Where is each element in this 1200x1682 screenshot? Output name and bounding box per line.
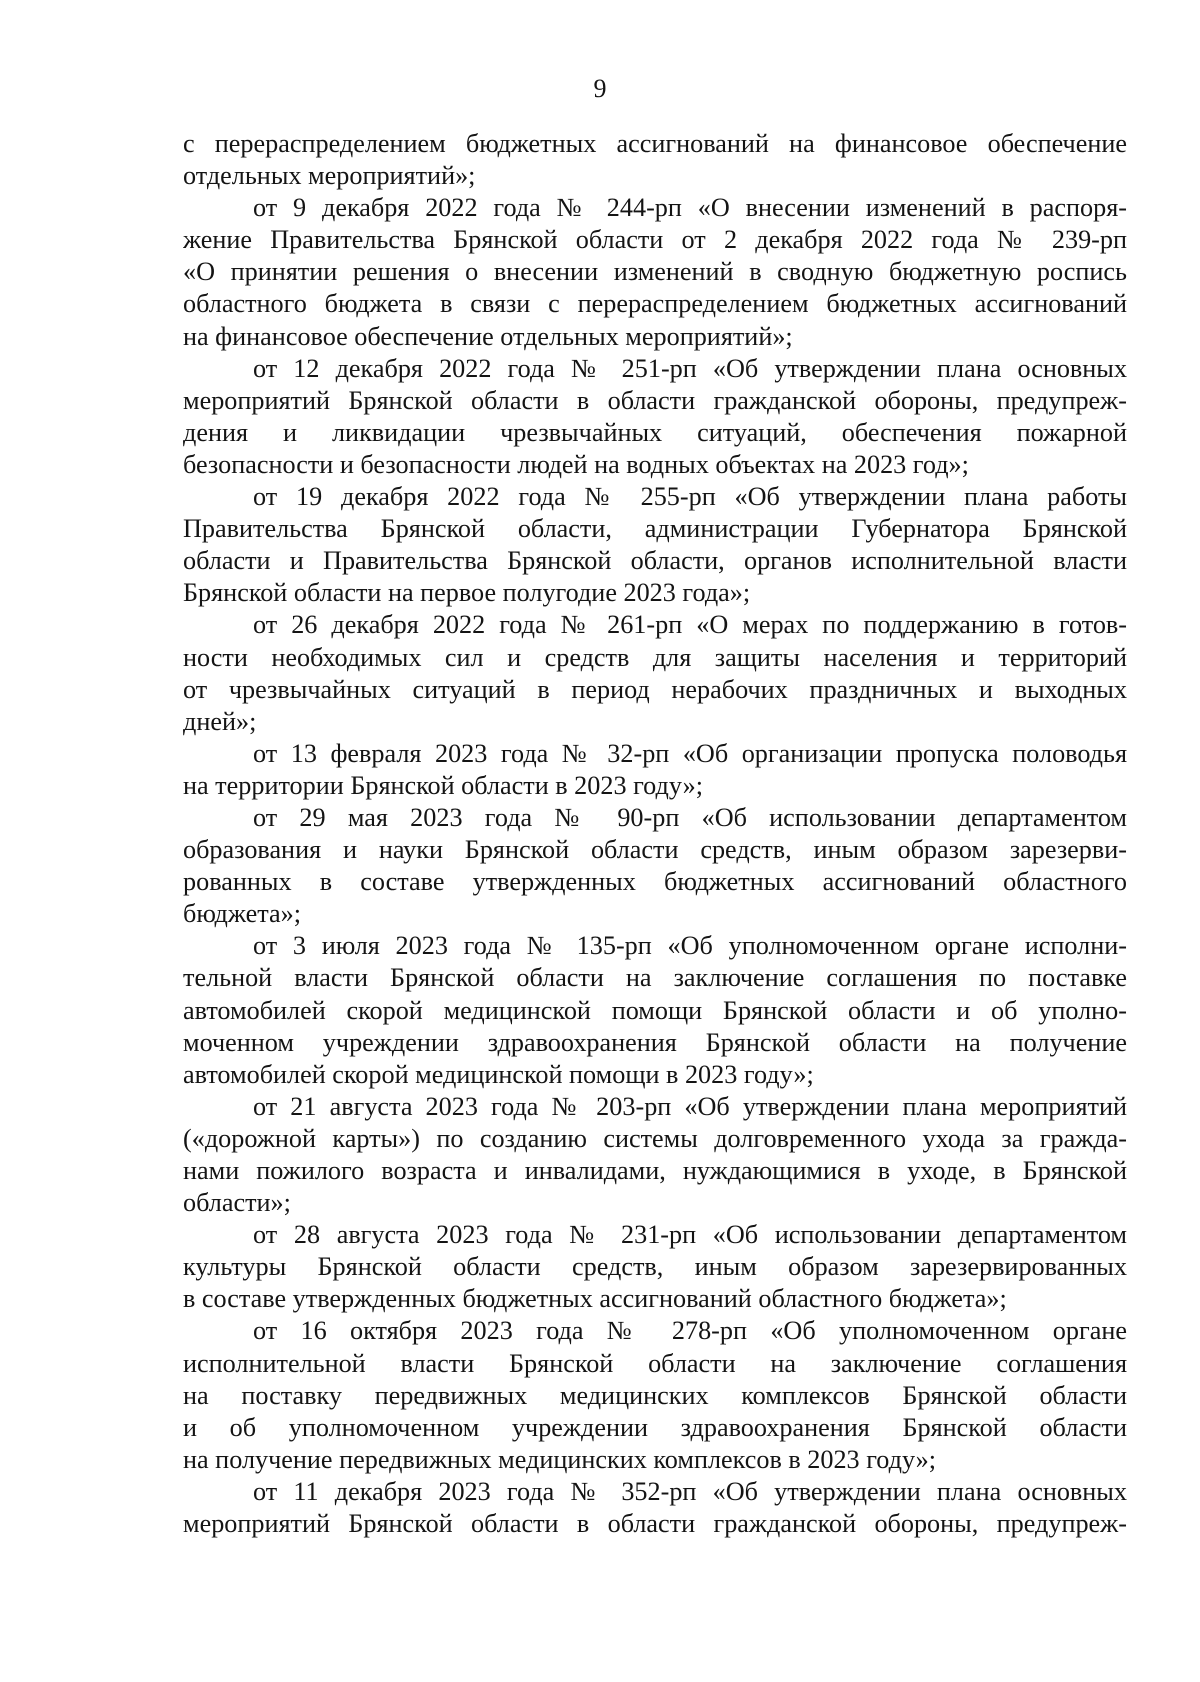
text-line: от чрезвычайных ситуаций в период нерабочих праздничных и выходных [183, 674, 1127, 704]
text-line: на поставку передвижных медицинских комплексов Брянской области [183, 1380, 1127, 1410]
text-line: на получение передвижных медицинских комплексов в 2023 году»; [183, 1444, 937, 1474]
text-line: дней»; [183, 706, 257, 736]
text-line: от 16 октября 2023 года № 278-рп «Об уполномоченном органе [253, 1316, 1127, 1346]
text-line: от 13 февраля 2023 года № 32-рп «Об организации пропуска половодья [253, 738, 1127, 768]
text-line: образования и науки Брянской области средств, иным образом зарезерви- [183, 835, 1127, 865]
text-line: областного бюджета в связи с перераспределением бюджетных ассигнований [183, 289, 1127, 319]
text-line: автомобилей скорой медицинской помощи в 2023 году»; [183, 1059, 814, 1089]
text-line: дения и ликвидации чрезвычайных ситуаций, обеспечения пожарной [183, 417, 1127, 447]
text-line: («дорожной карты») по созданию системы долговременного ухода за гражда- [183, 1123, 1127, 1153]
text-line: на территории Брянской области в 2023 году»; [183, 770, 703, 800]
text-line: жение Правительства Брянской области от 2 декабря 2022 года № 239-рп [183, 225, 1127, 255]
text-line: нами пожилого возраста и инвалидами, нуждающимися в уходе, в Брянской [183, 1156, 1127, 1185]
text-line: в составе утвержденных бюджетных ассигнований областного бюджета»; [183, 1284, 1007, 1314]
text-line: от 29 мая 2023 года № 90-рп «Об использовании департаментом [253, 802, 1127, 832]
text-line: от 9 декабря 2022 года № 244-рп «О внесении изменений в распоря- [253, 193, 1127, 223]
text-line: и об уполномоченном учреждении здравоохранения Брянской области [183, 1412, 1127, 1442]
text-line: от 28 августа 2023 года № 231-рп «Об использовании департаментом [253, 1220, 1127, 1250]
document-body [183, 128, 1127, 1540]
text-line: от 3 июля 2023 года № 135-рп «Об уполномоченном органе исполни- [253, 931, 1127, 961]
text-line: с перераспределением бюджетных ассигнований на финансовое обеспечение [183, 129, 1127, 158]
text-line: культуры Брянской области средств, иным образом зарезервированных [183, 1252, 1127, 1282]
text-line: от 26 декабря 2022 года № 261-рп «О мерах по поддержанию в готов- [253, 610, 1127, 640]
text-line: области и Правительства Брянской области, органов исполнительной власти [183, 546, 1127, 576]
text-line: моченном учреждении здравоохранения Брянской области на получение [183, 1027, 1127, 1057]
text-line: рованных в составе утвержденных бюджетных ассигнований областного [183, 867, 1127, 897]
text-line: исполнительной власти Брянской области на заключение соглашения [183, 1348, 1127, 1378]
text-line: отдельных мероприятий»; [183, 161, 476, 191]
text-line: бюджета»; [183, 899, 302, 929]
text-line: безопасности и безопасности людей на водных объектах на 2023 год»; [183, 449, 969, 479]
text-line: области»; [183, 1188, 291, 1218]
text-line: «О принятии решения о внесении изменений в сводную бюджетную роспись [183, 257, 1127, 287]
text-line: от 12 декабря 2022 года № 251-рп «Об утверждении плана основных [253, 353, 1127, 383]
text-line: от 11 декабря 2023 года № 352-рп «Об утверждении плана основных [253, 1476, 1127, 1506]
text-line: Правительства Брянской области, администрации Губернатора Брянской [183, 514, 1127, 544]
text-line: тельной власти Брянской области на заключение соглашения по поставке [183, 963, 1127, 993]
text-line: от 19 декабря 2022 года № 255-рп «Об утверждении плана работы [253, 482, 1127, 512]
text-line: мероприятий Брянской области в области гражданской обороны, предупреж- [183, 1509, 1127, 1539]
text-line: автомобилей скорой медицинской помощи Брянской области и об уполно- [183, 995, 1127, 1025]
text-line: на финансовое обеспечение отдельных мероприятий»; [183, 321, 793, 351]
text-line: Брянской области на первое полугодие 2023 года»; [183, 578, 751, 608]
text-line: мероприятий Брянской области в области гражданской обороны, предупреж- [183, 385, 1127, 415]
page-number: 9 [593, 74, 607, 103]
text-line: от 21 августа 2023 года № 203-рп «Об утверждении плана мероприятий [253, 1091, 1127, 1121]
text-line: ности необходимых сил и средств для защиты населения и территорий [183, 642, 1127, 672]
